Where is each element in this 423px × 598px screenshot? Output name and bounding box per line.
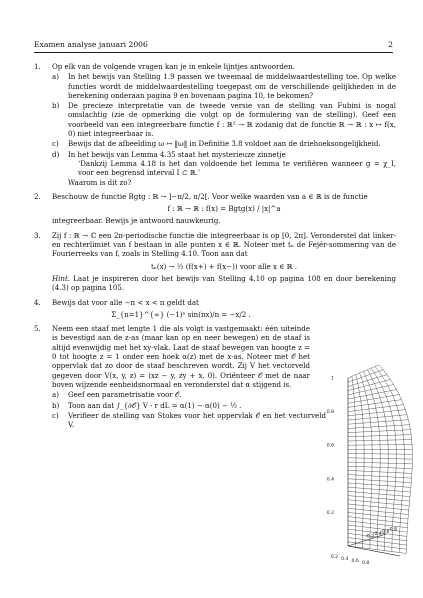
surface-radial-curve xyxy=(395,430,396,435)
surface-radial-curve xyxy=(352,376,353,380)
surface-radial-curve xyxy=(356,375,357,379)
subquestion-label: b) xyxy=(52,400,60,410)
surface-radial-curve xyxy=(384,412,385,417)
subquestion-1d xyxy=(52,150,396,187)
surface-radial-curve xyxy=(398,410,399,415)
question-intro: Op elk van de volgende vragen kan je in enkele lijntjes antwoorden. xyxy=(52,62,295,71)
question-number: 3. xyxy=(34,230,41,240)
surface-radial-curve xyxy=(365,391,366,396)
surface-radial-curve xyxy=(394,385,397,390)
surface-radial-curve xyxy=(390,406,391,411)
surface-radial-curve xyxy=(372,394,373,399)
question-text: Beschouw de functie Bgtg : ℝ → ]−π/2, π/2[. Voor welke waarden van a ∈ ℝ is de functie xyxy=(52,191,368,201)
surface-radial-curve xyxy=(410,487,411,492)
question-text: Neem een staaf met lengte 1 die als volgt is vastgemaakt: één uiteinde is bevestigd aan de z-as (maar kan op en neer bewegen) en de staaf is altijd evenwijdig met het xy-vlak. Laat de staaf bewegen van hoogte z = 0 tot hoogte z = 1 onder een hoek α(z) met de x-as. Noteer met 𝒪 het oppervlak dat zo door de staaf beschreven wordt. Zij V het vectorveld gegeven door V(x, y, z) = (xz − y, zy + x, 0). Oriënteer 𝒪 met de naar boven wijzende eenheidsnormaal en veronderstel dat α stijgend is. xyxy=(52,324,310,389)
surface-radial-curve xyxy=(369,385,371,390)
surface-radial-curve xyxy=(386,426,387,431)
surface-radial-curve xyxy=(394,426,395,431)
surface-radial-curve xyxy=(402,425,403,430)
surface-radial-curve xyxy=(352,381,353,385)
surface-radial-curve xyxy=(371,368,374,373)
subquestion-text: Verifieer de stelling van Stokes voor het oppervlak 𝒪 en het vectorveld V. xyxy=(68,410,326,430)
surface-radial-curve xyxy=(360,397,361,401)
surface-radial-curve xyxy=(377,388,379,393)
surface-radial-curve xyxy=(369,409,370,414)
surface-radial-curve xyxy=(397,406,399,411)
subquestion-text: In het bewijs van Lemma 4.35 staat het mysterieuze zinnetje xyxy=(68,149,286,159)
subquestion-label: a) xyxy=(52,390,59,400)
z-tick-label: 0.2 xyxy=(326,510,334,516)
surface-radial-curve xyxy=(393,421,394,426)
x-tick-label: 0.2 xyxy=(330,555,339,560)
question-3 xyxy=(34,231,396,293)
formula: f : ℝ → ℝ : f(x) = Bgtg(x) / |x|^a xyxy=(167,204,281,214)
question-text: Zij f : ℝ → ℂ een 2π-periodische functie die integreerbaar is op [0, 2π]. Veronderstel dat linker- en rechterlimiet van f bestaan in alle punten x ∈ ℝ. Noteer met tₙ de Fejér-sommering van de Fourierreeks van f, zoals in Stelling 4.10. Toon aan dat xyxy=(52,230,396,259)
subquestion-text: De precieze interpretatie van de tweede versie van de stelling van Fubini is nogal omslachtig (zie de opmerking die volgt op de formulering van de stelling). Geef een voorbeeld van een integreerbare functie f : ℝ² → ℝ zodanig dat de functie ℝ → ℝ : x ↦ f(x, 0) niet integreerbaar is. xyxy=(68,101,396,139)
x-tick-label: 0.8 xyxy=(361,561,370,566)
surface-radial-curve xyxy=(379,427,380,432)
surface-radial-curve xyxy=(374,373,377,378)
surface-radial-curve xyxy=(403,435,404,440)
surface-radial-curve xyxy=(359,392,360,396)
surface-radial-curve xyxy=(364,386,365,391)
surface-radial-curve xyxy=(366,376,368,381)
question-4 xyxy=(34,298,396,320)
surface-radial-curve xyxy=(378,393,380,398)
page-header xyxy=(34,40,393,53)
hint-label: Hint. xyxy=(52,273,71,283)
surface-radial-curve xyxy=(382,387,384,392)
z-axis-ticks xyxy=(327,376,334,516)
question-2 xyxy=(34,192,396,226)
surface-radial-curve xyxy=(386,397,388,402)
surface-radial-curve xyxy=(359,388,360,392)
surface-radial-curve xyxy=(360,373,362,377)
surface-radial-curve xyxy=(397,390,400,395)
y-tick-label: -0.2 xyxy=(365,534,375,540)
surface-radial-curve xyxy=(380,398,382,403)
surface-radial-curve xyxy=(370,414,371,419)
surface-radial-curve xyxy=(371,390,373,395)
surface-radial-curve xyxy=(377,378,380,383)
surface-radial-curve xyxy=(357,379,358,383)
subquestion-label: c) xyxy=(52,410,59,420)
surface-radial-curve xyxy=(375,404,376,409)
x-tick-label: 0.4 xyxy=(341,557,349,562)
y-tick-label: -0.8 xyxy=(387,527,397,533)
subquestion-text: Geef een parametrisatie voor 𝒪. xyxy=(68,390,182,400)
subquestion-label: d) xyxy=(52,149,60,159)
surface-radial-curve xyxy=(388,402,390,407)
subquestion-label: a) xyxy=(52,72,59,82)
surface-radial-curve xyxy=(391,391,393,396)
x-axis-ticks xyxy=(331,554,370,566)
surface-radial-curve xyxy=(370,374,372,379)
subquestion-text: Toon aan dat ∫_{∂𝒪} V · r dL = α(1) − α(0) − ½ . xyxy=(68,400,242,410)
surface-radial-curve xyxy=(411,435,412,440)
surface-radial-curve xyxy=(367,370,370,375)
formula: Σ_{n=1}^{∞} (−1)ⁿ sin(nx)/n = −x/2 . xyxy=(111,309,251,319)
surface-radial-curve xyxy=(367,400,368,405)
surface-radial-curve xyxy=(410,430,411,435)
surface-radial-curve xyxy=(399,395,401,400)
surface-radial-curve xyxy=(391,411,392,416)
x-tick-label: 0.6 xyxy=(351,559,359,564)
surface-radial-curve xyxy=(393,396,395,401)
surface-radial-curve xyxy=(383,407,384,412)
subquestion-1c xyxy=(52,139,396,148)
surface-rod-line xyxy=(348,365,379,378)
y-tick-label: -0.6 xyxy=(380,529,390,535)
surface-radial-curve xyxy=(364,371,366,376)
surface-radial-curve xyxy=(361,401,362,405)
surface-radial-curve xyxy=(378,422,379,427)
question-number: 5. xyxy=(34,324,41,334)
y-tick-label: -0.4 xyxy=(372,532,382,538)
surface-radial-curve xyxy=(383,370,387,375)
surface-radial-curve xyxy=(374,399,375,404)
surface-radial-curve xyxy=(363,382,364,386)
z-tick-label: 0.4 xyxy=(326,477,334,483)
question-text: Bewijs dat voor alle −π < x < π geldt dat xyxy=(52,297,199,307)
wireframe-surface xyxy=(348,365,412,554)
surface-radial-curve xyxy=(378,417,379,422)
surface-radial-curve xyxy=(382,403,383,408)
z-tick-label: 0.6 xyxy=(326,443,334,449)
surface-radial-curve xyxy=(376,408,377,413)
surface-radial-curve xyxy=(362,410,363,415)
surface-plot-figure xyxy=(268,356,418,578)
header-title: Examen analyse januari 2006 xyxy=(34,40,148,49)
surface-radial-curve xyxy=(379,371,382,376)
hint-text: Laat je inspireren door het bewijs van Stelling 4.10 op pagina 108 en door berekening (4.3) op pagina 105. xyxy=(52,273,396,293)
hint xyxy=(52,274,396,293)
surface-radial-curve xyxy=(386,421,387,426)
subquestion-1b xyxy=(52,101,396,138)
subquestion-label: c) xyxy=(52,139,59,149)
surface-radial-curve xyxy=(408,420,409,425)
surface-radial-curve xyxy=(390,380,393,385)
surface-radial-curve xyxy=(375,367,379,372)
surface-radial-curve xyxy=(388,386,391,391)
question-1 xyxy=(34,62,396,187)
surface-radial-curve xyxy=(366,395,367,400)
surface-radial-curve xyxy=(382,376,385,381)
surface-radial-curve xyxy=(380,382,382,387)
surface-radial-curve xyxy=(404,405,406,410)
z-tick-label: 0.8 xyxy=(326,410,334,416)
question-number: 1. xyxy=(34,62,41,71)
surface-radial-curve xyxy=(403,430,404,435)
surface-radial-curve xyxy=(372,379,374,384)
subquestion-label: b) xyxy=(52,101,60,111)
page-number: 2 xyxy=(388,40,393,49)
surface-radial-curve xyxy=(370,418,371,423)
surface-radial-curve xyxy=(385,417,386,422)
surface-radial-curve xyxy=(405,410,407,415)
surface-radial-curve xyxy=(377,413,378,418)
surface-radial-curve xyxy=(367,381,369,386)
surface-radial-curve xyxy=(400,415,401,420)
subquestion-text: In het bewijs van Stelling 1.9 passen we tweemaal de middelwaardestelling toe. Op welke functies wordt de middelwaardestelling toegepast om de verschillende gelijkheden in de berekening onderaan pagina 9 en bovenaan pagina 10, te bekomen? xyxy=(68,72,396,100)
question-number: 4. xyxy=(34,297,41,307)
surface-radial-curve xyxy=(392,416,393,421)
formula: tₙ(x) → ½ (f(x+) + f(x−)) voor alle x ∈ ℝ . xyxy=(150,261,298,271)
subquestion-followup: Waarom is dit zo? xyxy=(68,177,132,187)
quoted-sentence: ‘Dankzij Lemma 4.18 is het dan voldoende het lemma te verifiëren wanneer g = χ_I, voor een begrensd interval I ⊂ ℝ.’ xyxy=(78,158,396,178)
surface-radial-curve xyxy=(375,384,377,389)
surface-radial-curve xyxy=(402,400,404,405)
surface-radial-curve xyxy=(361,405,362,409)
subquestion-text: Bewijs dat de afbeelding ω ↦ ‖ω‖ in Definitie 3.8 voldoet aan de driehoeksongelijkheid. xyxy=(68,139,381,149)
subquestion-1a xyxy=(52,72,396,100)
surface-radial-curve xyxy=(384,392,386,397)
surface-radial-curve xyxy=(379,365,383,370)
surface-radial-curve xyxy=(401,420,402,425)
surface-radial-curve xyxy=(387,375,391,380)
surface-radial-curve xyxy=(385,381,388,386)
surface-radial-curve xyxy=(407,415,408,420)
surface-radial-curve xyxy=(368,405,369,410)
z-tick-label: 1 xyxy=(331,376,334,382)
surface-radial-curve xyxy=(395,401,397,406)
surface-radial-curve xyxy=(410,425,411,430)
question-number: 2. xyxy=(34,191,41,201)
question-text-end: integreerbaar. Bewijs je antwoord nauwkeurig. xyxy=(52,216,221,226)
surface-radial-curve xyxy=(361,378,362,383)
surface-radial-curve xyxy=(358,383,359,387)
